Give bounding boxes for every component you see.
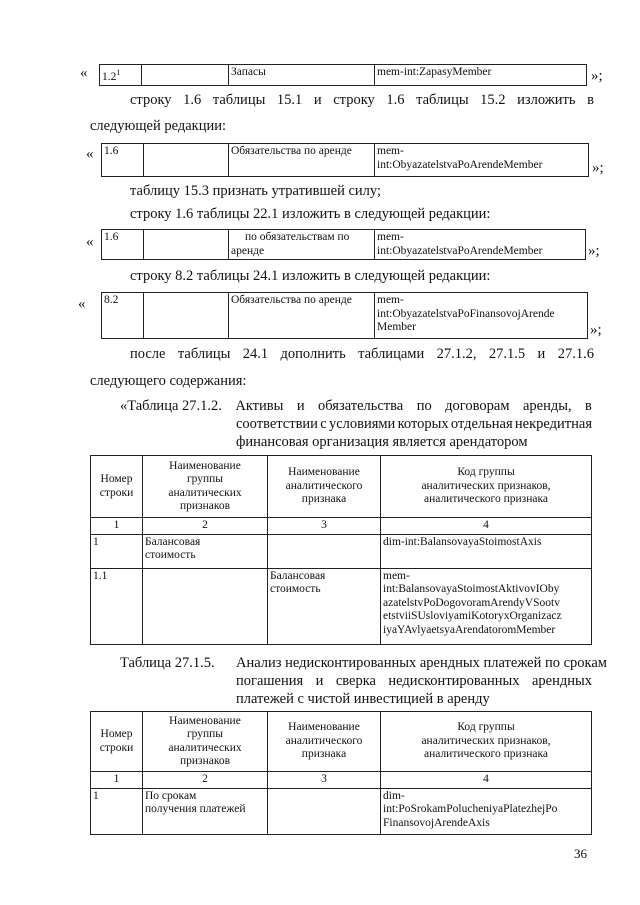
- header-group-name: Наименование группы аналитических признаков: [143, 712, 268, 772]
- page-number: 36: [574, 846, 587, 861]
- row-name: Запасы: [229, 65, 375, 86]
- para5-line1: после таблицы 24.1 дополнить таблицами 27.1.2, 27.1.5 и 27.1.6: [130, 346, 594, 362]
- row-d-table: [101, 292, 588, 339]
- table-header-row: [91, 712, 592, 772]
- column-number-row: 1 2 3 4: [91, 518, 592, 535]
- t2-title-label: Таблица 27.1.5.: [120, 655, 215, 671]
- para4: строку 8.2 таблицы 24.1 изложить в следующей редакции:: [130, 268, 491, 284]
- close-quote: »;: [592, 160, 604, 176]
- empty-cell: [144, 144, 229, 177]
- table-27-1-2: [90, 455, 592, 645]
- close-quote: »;: [591, 68, 603, 84]
- header-row-number: Номер строки: [91, 456, 143, 518]
- open-quote: «: [86, 146, 94, 162]
- table-header-row: [91, 456, 592, 518]
- row-num: 1.6: [102, 144, 144, 177]
- row-name: Обязательства по аренде: [229, 144, 375, 177]
- para3: строку 1.6 таблицы 22.1 изложить в следующей редакции:: [130, 206, 491, 222]
- open-quote: «: [78, 296, 86, 312]
- para1-line2: следующей редакции:: [90, 118, 227, 134]
- row-name: по обязательствам по аренде: [229, 230, 375, 260]
- empty-cell: [142, 65, 229, 86]
- open-quote: «: [86, 234, 94, 250]
- header-code: Код группы аналитических признаков, аналитического признака: [381, 456, 592, 518]
- row-num: $1.2^1$: [100, 65, 142, 86]
- row-num: 1.6: [102, 230, 144, 260]
- row-code: mem- int:ObyazatelstvaPoArendeMember: [375, 230, 586, 260]
- row-code: mem-int:ZapasyMember: [375, 65, 587, 86]
- open-quote: «: [80, 65, 88, 81]
- table-row: 1.1 Балансовая стоимость mem- int:BalansovayaStoimostAktivovIOby azatelstvPoDogovoramArendyVSootv etstviiSUsloviyamiKotoryxOrganizacz iyaYAvlyaetsyaArendatoromMember: [91, 568, 592, 644]
- header-group-name: Наименование группы аналитических признаков: [143, 456, 268, 518]
- table-27-1-5: [90, 711, 592, 835]
- t2-title-line3: платежей с чистой инвестицией в аренду: [236, 691, 490, 707]
- t1-title-line2: соответствии с условиями которых отдельная некредитная: [236, 416, 592, 432]
- table-row: 1 По срокам получения платежей dim- int:PoSrokamPolucheniyaPlatezhejPo FinansovojArendeAxis: [91, 788, 592, 834]
- row-code: mem- int:ObyazatelstvaPoFinansovojArende Member: [375, 293, 588, 339]
- para2: таблицу 15.3 признать утратившей силу;: [130, 183, 382, 199]
- row-a-table: [99, 64, 587, 86]
- row-num: 8.2: [102, 293, 144, 339]
- t2-title-line2: погашения и сверка недисконтированных арендных: [236, 673, 592, 689]
- close-quote: »;: [590, 322, 602, 338]
- header-code: Код группы аналитических признаков, аналитического признака: [381, 712, 592, 772]
- t1-title-line1: «Таблица 27.1.2. Активы и обязательства по договорам аренды, в: [120, 398, 592, 414]
- row-code: mem- int:ObyazatelstvaPoArendeMember: [375, 144, 589, 177]
- t1-title-line3: финансовая организация является арендатором: [236, 434, 528, 450]
- close-quote: »;: [588, 243, 600, 259]
- table-row: 1 Балансовая стоимость dim-int:BalansovayaStoimostAxis: [91, 534, 592, 568]
- empty-cell: [144, 230, 229, 260]
- para5-line2: следующего содержания:: [90, 373, 247, 389]
- t2-title-line1: Анализ недисконтированных арендных платежей по срокам: [236, 655, 607, 671]
- header-attr-name: Наименование аналитического признака: [268, 456, 381, 518]
- para1-line1: строку 1.6 таблицы 15.1 и строку 1.6 таблицы 15.2 изложить в: [130, 92, 594, 108]
- header-attr-name: Наименование аналитического признака: [268, 712, 381, 772]
- row-b-table: [101, 143, 589, 177]
- row-c-table: [101, 229, 586, 260]
- empty-cell: [144, 293, 229, 339]
- header-row-number: Номер строки: [91, 712, 143, 772]
- row-name: Обязательства по аренде: [229, 293, 375, 339]
- column-number-row: 1 2 3 4: [91, 772, 592, 789]
